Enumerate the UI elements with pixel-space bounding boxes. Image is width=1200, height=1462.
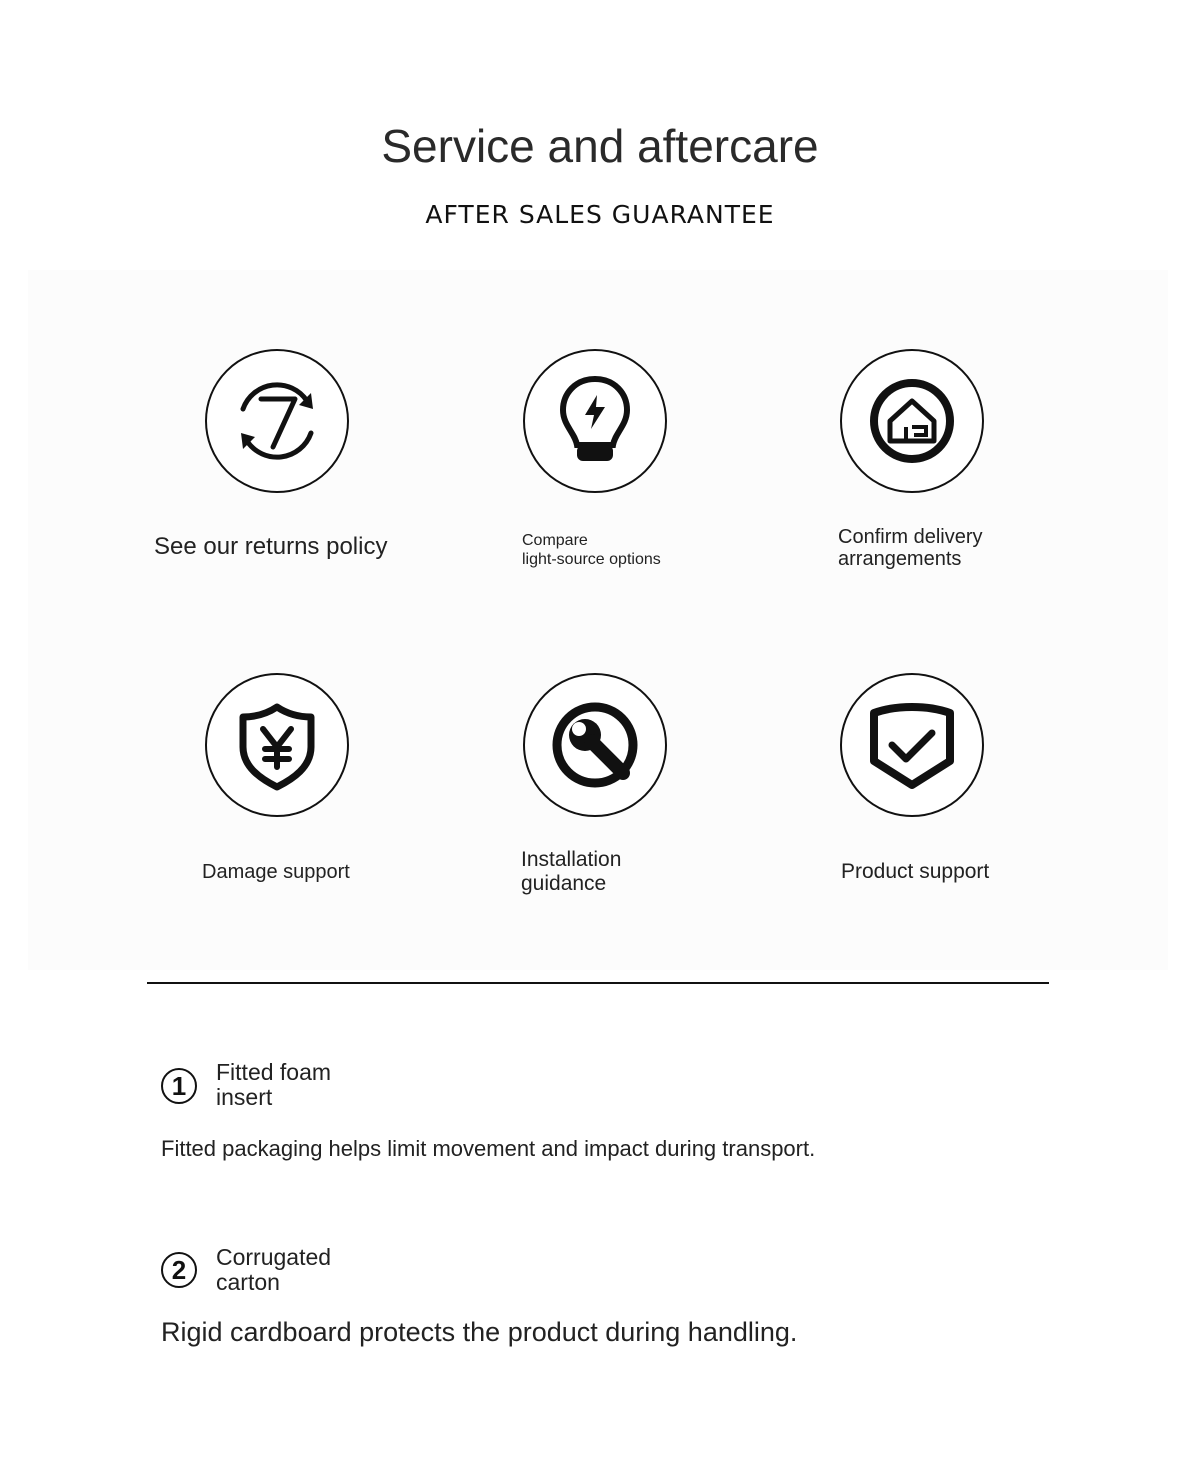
- product-support-label: Product support: [841, 860, 990, 883]
- packaging-description: Rigid cardboard protects the product during handling.: [161, 1317, 798, 1347]
- packaging-title: Corrugated carton: [216, 1244, 332, 1295]
- seven-day-return-icon: [205, 349, 349, 493]
- home-delivery-icon: [840, 349, 984, 493]
- returns-policy-label: See our returns policy: [154, 533, 388, 560]
- page-subtitle: AFTER SALES GUARANTEE: [425, 200, 775, 229]
- wrench-icon: [523, 673, 667, 817]
- page-title: Service and aftercare: [381, 120, 819, 172]
- yen-shield-icon: [205, 673, 349, 817]
- packaging-description: Fitted packaging helps limit movement and impact during transport.: [161, 1136, 816, 1161]
- delivery-label: Confirm delivery arrangements: [838, 526, 983, 570]
- damage-support-label: Damage support: [202, 861, 350, 883]
- installation-label: Installation guidance: [521, 848, 622, 895]
- packaging-title: Fitted foam insert: [216, 1059, 332, 1110]
- light-source-label: Compare light-source options: [522, 532, 661, 568]
- lightbulb-icon: [523, 349, 667, 493]
- step-number-badge: 1: [161, 1068, 197, 1104]
- divider: [147, 982, 1049, 984]
- shield-check-icon: [840, 673, 984, 817]
- step-number-badge: 2: [161, 1252, 197, 1288]
